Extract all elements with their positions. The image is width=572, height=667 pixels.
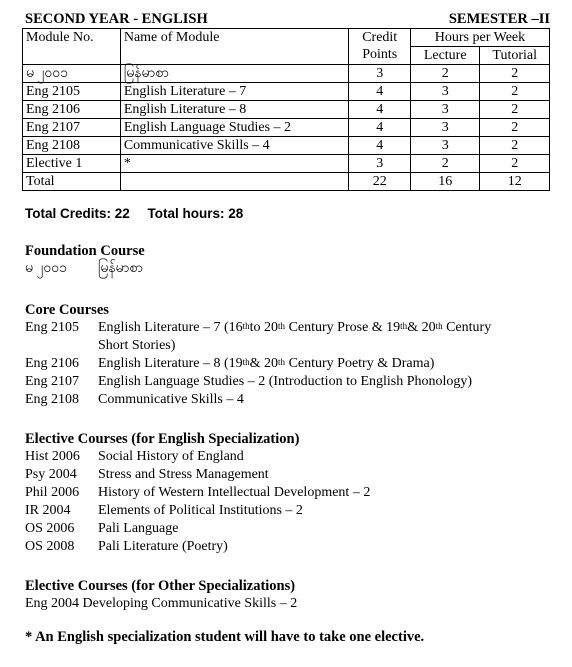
row-lecture: 2 <box>410 65 479 83</box>
total-label: Total <box>23 173 121 191</box>
core-item: Eng 2108 Communicative Skills – 4 <box>25 392 244 407</box>
list-item: Psy 2004 Stress and Stress Management <box>25 467 269 482</box>
total-lecture: 16 <box>410 173 479 191</box>
row-tutorial: 2 <box>480 155 550 173</box>
core-item-continuation: Short Stories) <box>98 338 176 353</box>
row-tutorial: 2 <box>480 65 550 83</box>
table-row <box>23 137 550 155</box>
row-code: Eng 2106 <box>23 101 121 119</box>
foundation-section <box>25 242 568 278</box>
row-code: Eng 2107 <box>23 119 121 137</box>
core-item: Eng 2107 English Language Studies – 2 (Introduction to English Phonology) <box>25 374 473 389</box>
header-credit: Credit Points <box>349 29 411 65</box>
list-item: OS 2006 Pali Language <box>25 521 179 536</box>
row-credit: 4 <box>349 119 411 137</box>
core-code: Eng 2106 <box>25 356 80 371</box>
foundation-title: Foundation Course <box>25 243 145 259</box>
row-lecture: 3 <box>410 137 479 155</box>
elective-english-section <box>25 430 568 556</box>
row-name: Communicative Skills – 4 <box>120 137 349 155</box>
row-credit: 3 <box>349 155 411 173</box>
list-item: Eng 2004 Developing Communicative Skills – 2 <box>25 596 298 611</box>
row-tutorial: 2 <box>480 137 550 155</box>
module-table <box>22 28 550 191</box>
table-row <box>23 65 550 83</box>
list-item: OS 2008 Pali Literature (Poetry) <box>25 539 228 554</box>
table-row <box>23 83 550 101</box>
header-module-no: Module No. <box>23 29 121 65</box>
row-tutorial: 2 <box>480 119 550 137</box>
header-tutorial: Tutorial <box>480 47 550 65</box>
row-lecture: 3 <box>410 83 479 101</box>
row-lecture: 2 <box>410 155 479 173</box>
row-credit: 3 <box>349 65 411 83</box>
total-tutorial: 12 <box>480 173 550 191</box>
row-code: Eng 2108 <box>23 137 121 155</box>
row-code: Elective 1 <box>23 155 121 173</box>
totals-line <box>25 206 257 221</box>
core-code: Eng 2105 <box>25 320 80 335</box>
row-credit: 4 <box>349 83 411 101</box>
row-name: English Literature – 7 <box>120 83 349 101</box>
table-row <box>23 101 550 119</box>
year-title: SECOND YEAR - ENGLISH <box>25 11 208 27</box>
foundation-code: မ ၂၀၀၁ <box>25 261 67 276</box>
table-total-row <box>23 173 550 191</box>
foundation-name: မြန်မာစာ <box>98 261 143 276</box>
core-section <box>25 301 568 409</box>
table-row <box>23 155 550 173</box>
footnote: * An English specialization student will have to take one elective. <box>25 629 425 645</box>
header-hours: Hours per Week <box>410 29 549 47</box>
elective-other-title: Elective Courses (for Other Specializations) <box>25 578 296 594</box>
row-tutorial: 2 <box>480 101 550 119</box>
row-name: မြန်မာစာ <box>120 65 349 83</box>
row-code: Eng 2105 <box>23 83 121 101</box>
total-hours: Total hours: 28 <box>147 206 244 221</box>
core-item: Eng 2105 English Literature – 7 (16thto 20th Century Prose & 19th& 20th Century <box>25 320 492 335</box>
elective-english-title: Elective Courses (for English Specialization) <box>25 431 300 447</box>
core-code: Eng 2108 <box>25 392 80 407</box>
row-code: မ ၂၀၀၁ <box>23 65 121 83</box>
row-tutorial: 2 <box>480 83 550 101</box>
core-code: Eng 2107 <box>25 374 80 389</box>
foundation-item <box>25 260 568 278</box>
table-header-row <box>23 29 550 47</box>
total-credits: Total Credits: 22 <box>25 206 130 221</box>
semester-title: SEMESTER –II <box>448 11 550 27</box>
core-item: Eng 2106 English Literature – 8 (19th& 20th Century Poetry & Drama) <box>25 356 435 371</box>
core-title: Core Courses <box>25 302 109 318</box>
row-name: * <box>120 155 349 173</box>
row-credit: 4 <box>349 137 411 155</box>
table-row <box>23 119 550 137</box>
row-name: English Language Studies – 2 <box>120 119 349 137</box>
page-header <box>25 11 550 29</box>
row-name: English Literature – 8 <box>120 101 349 119</box>
row-lecture: 3 <box>410 119 479 137</box>
row-credit: 4 <box>349 101 411 119</box>
list-item: Phil 2006 History of Western Intellectual Development – 2 <box>25 485 371 500</box>
elective-other-section <box>25 577 568 613</box>
row-lecture: 3 <box>410 101 479 119</box>
list-item: Hist 2006 Social History of England <box>25 449 244 464</box>
header-lecture: Lecture <box>410 47 479 65</box>
total-empty <box>120 173 349 191</box>
list-item: IR 2004 Elements of Political Institutions – 2 <box>25 503 303 518</box>
header-name: Name of Module <box>120 29 349 65</box>
total-credit: 22 <box>349 173 411 191</box>
